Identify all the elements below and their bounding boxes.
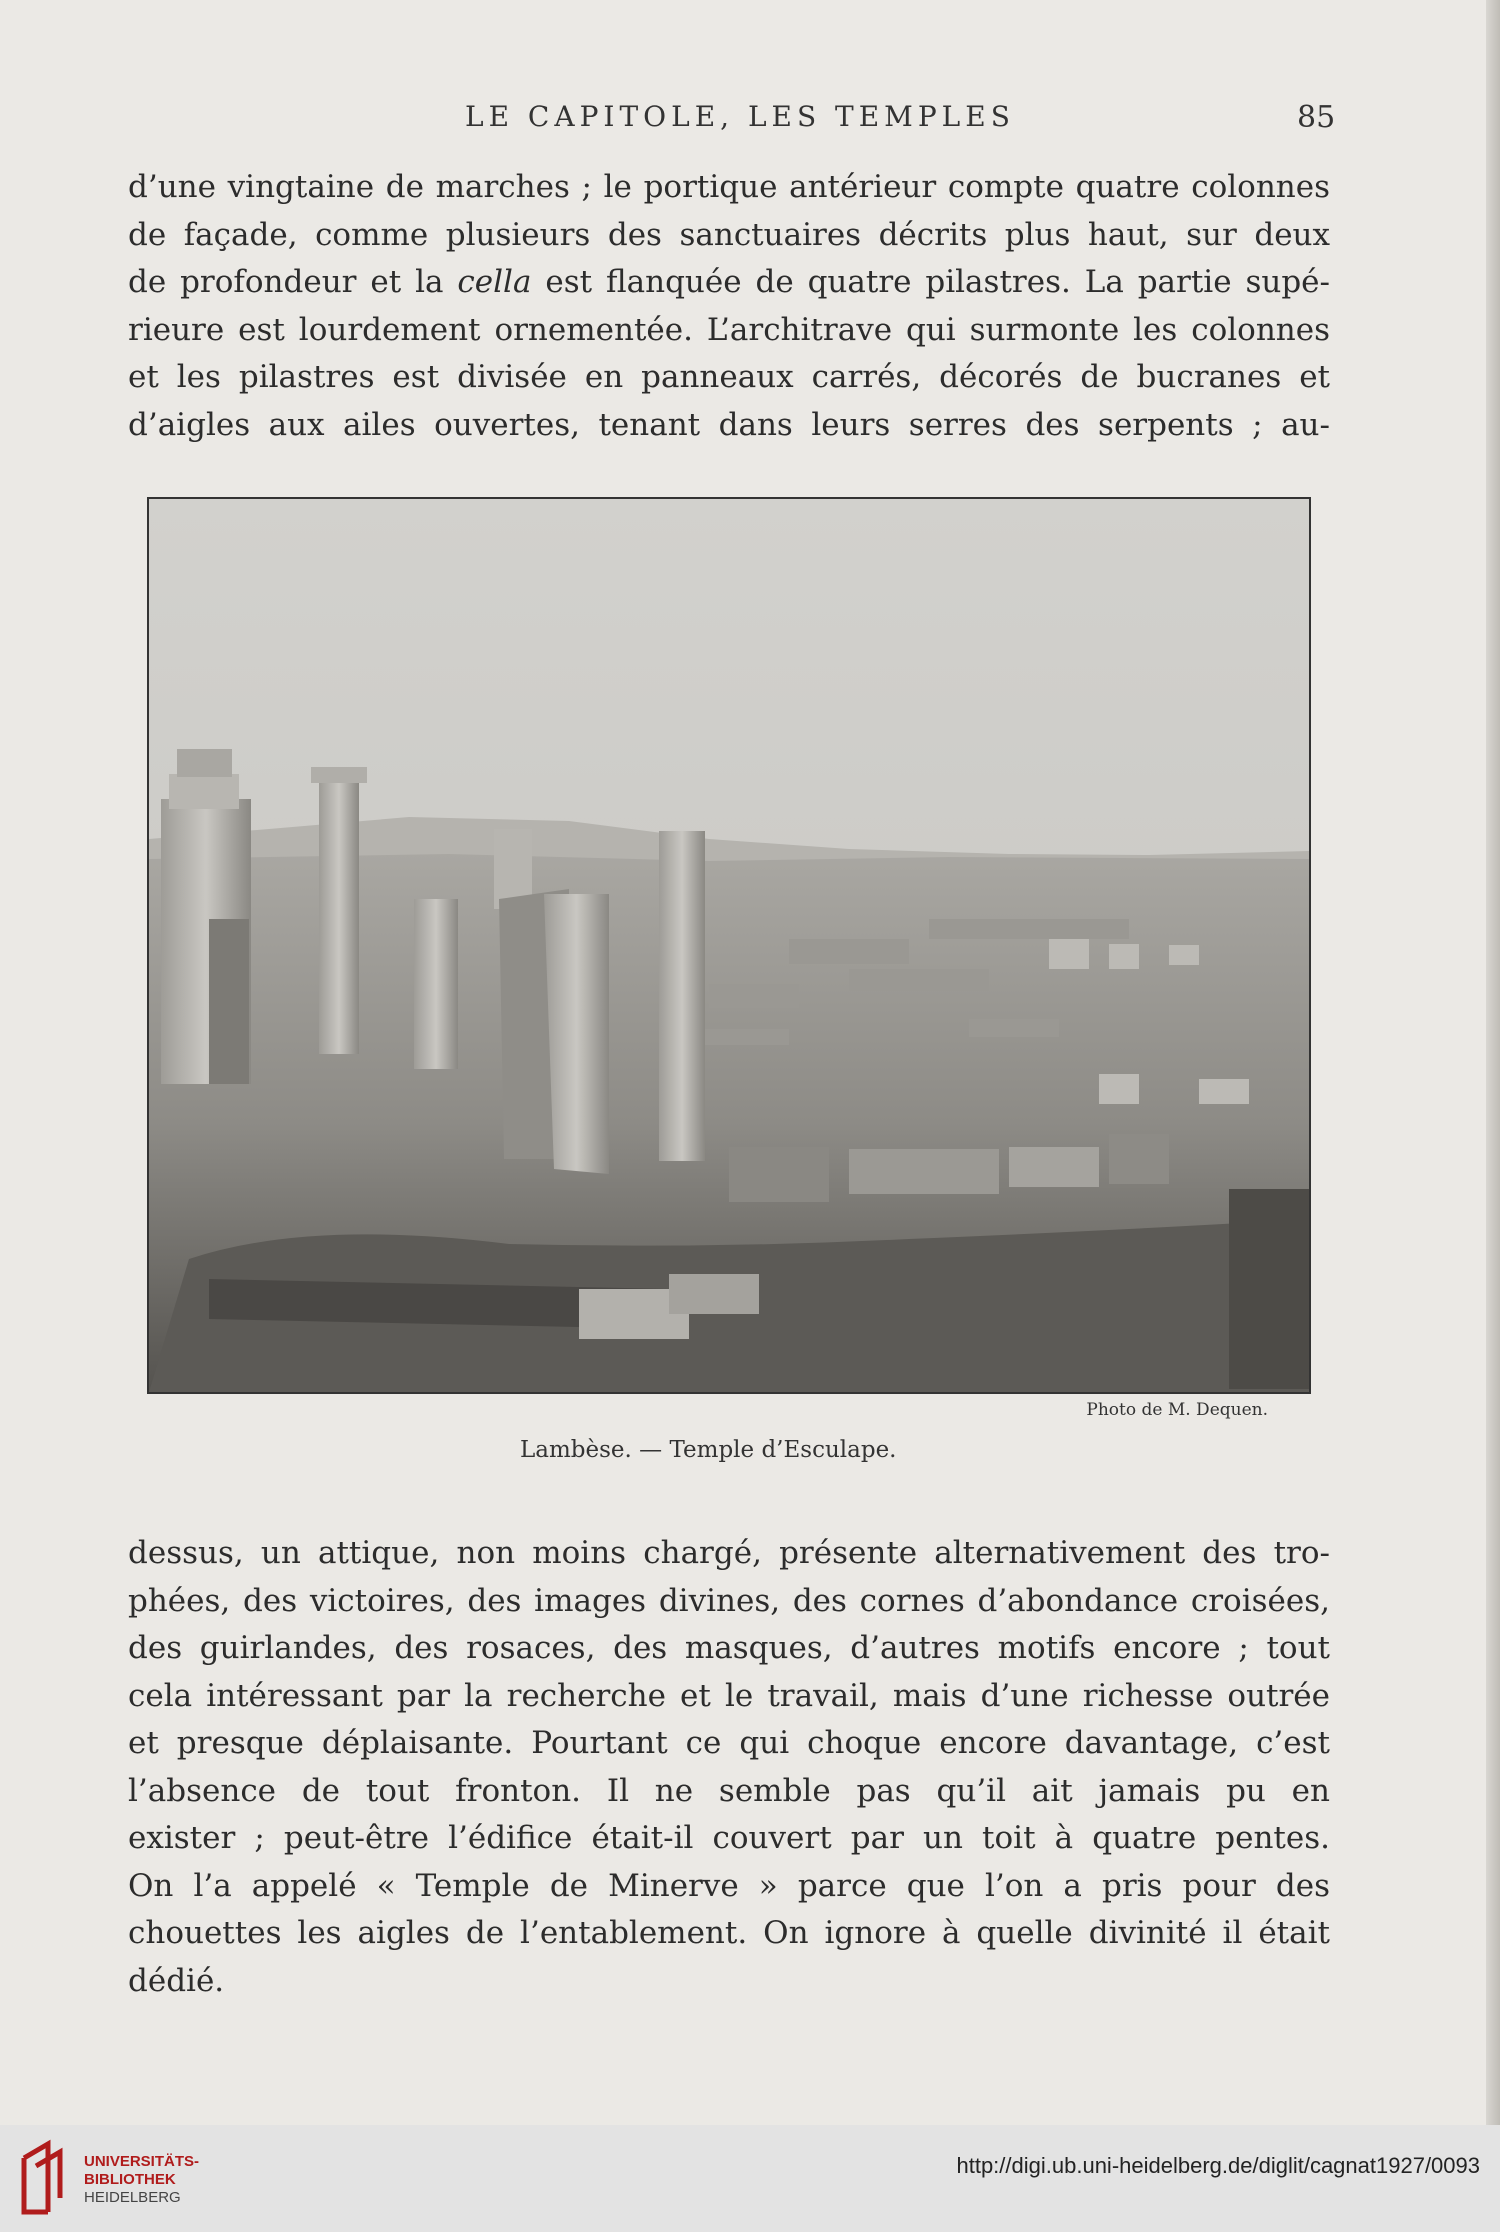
library-name-line: BIBLIOTHEK: [84, 2171, 176, 2188]
library-city: HEIDELBERG: [84, 2189, 181, 2206]
text-line: dessus, un attique, non moins chargé, présente alternativement des tro-: [128, 1535, 1330, 1571]
running-title: LE CAPITOLE, LES TEMPLES: [465, 100, 1015, 133]
text-line: l’absence de tout fronton. Il ne semble pas qu’il ait jamais pu en: [128, 1772, 1330, 1809]
text-line: cela intéressant par la recherche et le travail, mais d’une richesse outrée: [128, 1677, 1330, 1714]
italic-term: cella: [457, 264, 532, 300]
photo-illustration: [149, 499, 1309, 1392]
photo-credit: Photo de M. Dequen.: [1086, 1400, 1268, 1420]
page-number: 85: [1297, 100, 1336, 135]
text-segment: de profondeur et la: [128, 264, 444, 300]
top-paragraph: [128, 164, 1330, 449]
text-line: phées, des victoires, des images divines, des cornes d’abondance croisées,: [128, 1582, 1330, 1619]
text-line-with-italic: [128, 259, 1330, 307]
text-line: rieure est lourdement ornementée. L’architrave qui surmonte les colonnes: [128, 311, 1330, 348]
text-line: et presque déplaisante. Pourtant ce qui choque encore davantage, c’est: [128, 1725, 1330, 1761]
figure-caption: Lambèse. — Temple d’Esculape.: [520, 1437, 897, 1463]
text-line: dédié.: [128, 1962, 225, 1999]
text-line: de façade, comme plusieurs des sanctuaires décrits plus haut, sur deux: [128, 216, 1330, 253]
text-line: chouettes les aigles de l’entablement. On ignore à quelle divinité il était: [128, 1915, 1330, 1951]
text-line: d’une vingtaine de marches ; le portique antérieur compte quatre colonnes: [128, 169, 1330, 205]
viewer-footer: [0, 2125, 1500, 2232]
permalink-url[interactable]: http://digi.ub.uni-heidelberg.de/diglit/cagnat1927/0093: [956, 2153, 1480, 2178]
text-line: et les pilastres est divisée en panneaux carrés, décorés de bucranes et: [128, 359, 1330, 395]
bottom-paragraph: [128, 1530, 1330, 2005]
temple-photograph: [147, 497, 1311, 1394]
text-line: exister ; peut-être l’édifice était-il couvert par un toit à quatre pentes.: [128, 1820, 1330, 1856]
library-name: [84, 2153, 199, 2207]
text-segment: est flanquée de quatre pilastres. La partie supé-: [545, 264, 1330, 300]
text-line: d’aigles aux ailes ouvertes, tenant dans leurs serres des serpents ; au-: [128, 406, 1330, 443]
page-edge: [1486, 0, 1500, 2125]
text-line: des guirlandes, des rosaces, des masques, d’autres motifs encore ; tout: [128, 1630, 1330, 1666]
text-line: On l’a appelé « Temple de Minerve » parce que l’on a pris pour des: [128, 1867, 1330, 1904]
library-name-line: UNIVERSITÄTS-: [84, 2153, 200, 2170]
library-logo-icon[interactable]: [18, 2138, 76, 2218]
